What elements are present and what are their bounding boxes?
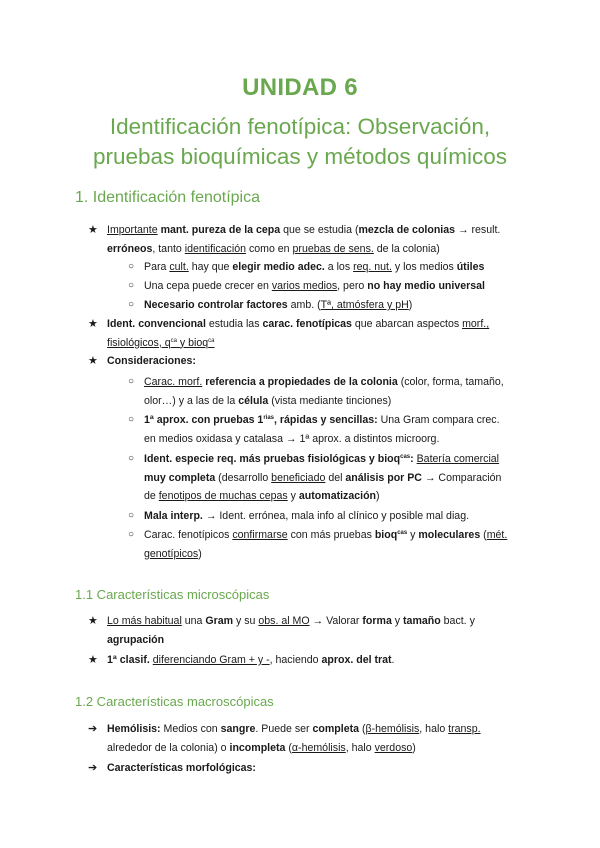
list-item: ○ Ident. especie req. más pruebas fisiológicas y bioq$^{cas}$: Batería comercial muy completa (desarrollo beneficiado del análisis por PC → Comparación de fenotipos de muchas cepas y automatización) (144, 450, 524, 506)
list-item: ★ Consideraciones: (107, 352, 527, 371)
circle-bullet-icon: ○ (128, 299, 135, 310)
list-item: ★ Importante mant. pureza de la cepa que se estudia (mezcla de colonias → result. erróneos, tanto identificación como en pruebas de sens. de la colonia) (107, 221, 527, 258)
list-item: ○ Mala interp. → Ident. errónea, mala info al clínico y posible mal diag. (144, 507, 524, 526)
circle-bullet-icon: ○ (128, 280, 135, 291)
circle-bullet-icon: ○ (128, 529, 135, 540)
circle-bullet-icon: ○ (128, 414, 135, 425)
list-item: ➔ Características morfológicas: (107, 759, 527, 778)
list-item: ○ Necesario controlar factores amb. (Tª, atmósfera y pH) (144, 296, 524, 315)
circle-bullet-icon: ○ (128, 453, 135, 464)
circle-bullet-icon: ○ (128, 376, 135, 387)
circle-bullet-icon: ○ (128, 510, 135, 521)
star-bullet-icon: ★ (88, 355, 98, 367)
subtitle-line-1: Identificación fenotípica: Observación, (109, 114, 491, 139)
star-bullet-icon: ★ (88, 615, 98, 627)
arrow-bullet-icon: ➔ (88, 723, 98, 735)
star-bullet-icon: ★ (88, 224, 98, 236)
unit-title: UNIDAD 6 (242, 74, 358, 101)
list-item: ○ Carac. morf. referencia a propiedades de la colonia (color, forma, tamaño, olor…) y a las de la célula (vista mediante tinciones) (144, 373, 524, 410)
circle-bullet-icon: ○ (128, 261, 135, 272)
list-item: ➔ Hemólisis: Medios con sangre. Puede ser completa (β-hemólisis, halo transp. alrededor de la colonia) o incompleta (α-hemólisis, halo verdoso) (107, 720, 527, 757)
list-item: ○ 1ª aprox. con pruebas $1^{rias}$, rápidas y sencillas: Una Gram compara crec. en medios oxidasa y catalasa → 1ª aprox. a distintos microorg. (144, 411, 524, 448)
unit-subtitle (0, 112, 600, 172)
section-1-1-heading: 1.1 Características microscópicas (75, 587, 270, 602)
list-item: ○ Para cult. hay que elegir medio adec. a los req. nut. y los medios útiles (144, 258, 524, 277)
list-item: ★ Ident. convencional estudia las carac. fenotípicas que abarcan aspectos morf., fisiológicos, $q^{ca}$ y bioq$^{ca}$ (107, 315, 527, 352)
list-item: ○ Carac. fenotípicos confirmarse con más pruebas bioq$^{cas}$ y moleculares (mét. genotípicos) (144, 526, 524, 563)
list-item: ★ 1ª clasif. diferenciando Gram + y -, haciendo aprox. del trat. (107, 651, 527, 670)
section-1-2-heading: 1.2 Características macroscópicas (75, 694, 274, 709)
star-bullet-icon: ★ (88, 654, 98, 666)
subtitle-line-2: pruebas bioquímicas y métodos químicos (93, 144, 507, 169)
section-1-heading: 1. Identificación fenotípica (75, 189, 261, 206)
list-item: ○ Una cepa puede crecer en varios medios, pero no hay medio universal (144, 277, 524, 296)
star-bullet-icon: ★ (88, 318, 98, 330)
arrow-bullet-icon: ➔ (88, 762, 98, 774)
list-item: ★ Lo más habitual una Gram y su obs. al MO → Valorar forma y tamaño bact. y agrupación (107, 612, 527, 649)
